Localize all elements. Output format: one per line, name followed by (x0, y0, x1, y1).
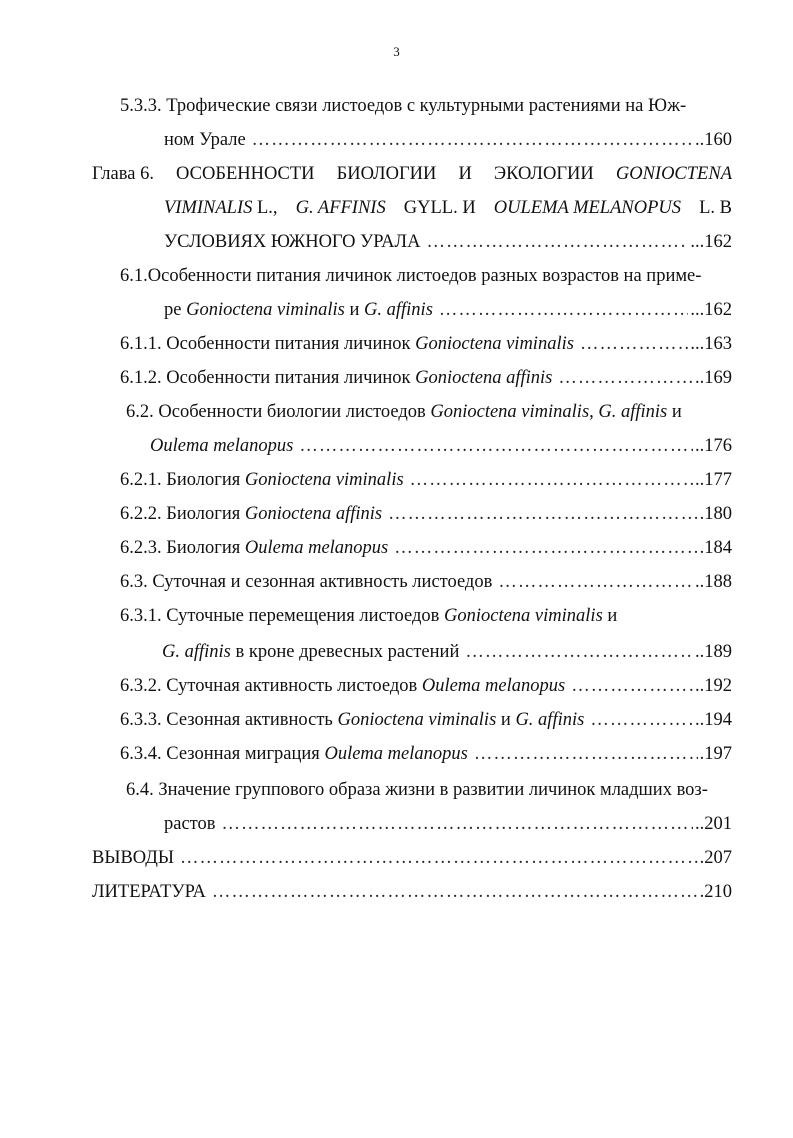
toc-chapter-6-line1: Глава 6. ОСОБЕННОСТИ БИОЛОГИИ И ЭКОЛОГИИ GONIOCTENA (92, 164, 732, 184)
toc-entry-6-4[interactable] (164, 812, 732, 836)
page-ref: ...163 (690, 334, 732, 354)
toc-6-1-line1: 6.1.Особенности питания личинок листоедов разных возрастов на приме- (120, 266, 702, 286)
toc-entry-6-3-2[interactable]: 6.3.2. Суточная активность листоедов Oulema melanopus …………………………………………………………………………………………………………………………………………………………………………… ..192 (120, 674, 732, 698)
toc-entry-6-3[interactable]: 6.3. Суточная и сезонная активность листоедов …………………………………………………………………………………………………………………………………………………………………………… ..188 (120, 570, 732, 594)
leader-dots (474, 742, 698, 766)
toc-entry-5-3-3[interactable] (164, 128, 732, 152)
toc-entry-6-3-1[interactable]: G. affinis в кроне древесных растений …………………………………………………………………………………………………………………………………………………………………………… ..189 (162, 640, 732, 664)
page-ref: ..201 (695, 814, 732, 834)
leader-dots (394, 536, 697, 560)
page-ref: ..189 (695, 642, 732, 662)
leader-dots (222, 812, 694, 836)
toc-entry-conclusions[interactable]: ВЫВОДЫ …………………………………………………………………………………………………………………………………………………………………………… .207 (92, 846, 732, 870)
leader-dots (410, 468, 693, 492)
toc-entry-6-1-1[interactable]: 6.1.1. Особенности питания личинок Gonioctena viminalis …………………………………………………………………………………………………………………………………………………………………………… ...163 (120, 332, 732, 356)
leader-dots (580, 332, 688, 356)
chapter-label: Глава 6. (92, 164, 154, 184)
toc-6-3-1-line1: 6.3.1. Суточные перемещения листоедов Gonioctena viminalis и (120, 606, 618, 626)
toc-entry-6-3-4[interactable]: 6.3.4. Сезонная миграция Oulema melanopus …………………………………………………………………………………………………………………………………………………………………………… .197 (120, 742, 732, 766)
leader-dots (299, 434, 693, 458)
toc-entry-chapter-6[interactable] (164, 230, 732, 254)
leader-dots (426, 230, 688, 254)
leader-dots (388, 502, 698, 526)
toc-entry-6-1[interactable] (164, 298, 732, 322)
toc-entry-6-2-3[interactable]: 6.2.3. Биология Oulema melanopus …………………………………………………………………………………………………………………………………………………………………………… .184 (120, 536, 732, 560)
toc-entry-6-1-2[interactable]: 6.1.2. Особенности питания личинок Gonioctena affinis …………………………………………………………………………………………………………………………………………………………………………… ..169 (120, 366, 732, 390)
page-ref: ..160 (695, 130, 732, 150)
toc-entry-6-3-3[interactable]: 6.3.3. Сезонная активность Gonioctena viminalis и G. affinis …………………………………………………………………………………………………………………………………………………………………………… ..194 (120, 708, 732, 732)
toc-entry-6-2-1[interactable]: 6.2.1. Биология Gonioctena viminalis …………………………………………………………………………………………………………………………………………………………………………… ..177 (120, 468, 732, 492)
page-ref: ..169 (695, 368, 732, 388)
leader-dots (180, 846, 698, 870)
toc-entry-6-2[interactable] (150, 434, 732, 458)
page-number: 3 (393, 44, 400, 59)
toc-6-1-line2: ре Gonioctena viminalis и G. affinis (164, 300, 433, 320)
toc-entry-literature[interactable]: ЛИТЕРАТУРА …………………………………………………………………………………………………………………………………………………………………………… .210 (92, 880, 732, 904)
toc-6-4-line2: растов (164, 814, 216, 834)
page-ref: ..177 (695, 470, 732, 490)
page-ref: ..176 (695, 436, 732, 456)
page-ref: .197 (699, 744, 732, 764)
page-ref: ..188 (695, 572, 732, 592)
leader-dots (465, 640, 693, 664)
page-ref: .180 (699, 504, 732, 524)
toc-6-4-line1: 6.4. Значение группового образа жизни в развитии личинок младших воз- (126, 780, 708, 800)
leader-dots (558, 366, 693, 390)
toc-6-2-line1: 6.2. Особенности биологии листоедов Gonioctena viminalis, G. affinis и (126, 402, 682, 422)
toc-chapter-6-line2: VIMINALIS L., G. AFFINIS GYLL. И OULEMA MELANOPUS L. В (164, 198, 732, 218)
leader-dots (571, 674, 693, 698)
toc-5-3-3-line2: ном Урале (164, 130, 246, 150)
leader-dots (212, 880, 698, 904)
leader-dots (439, 298, 688, 322)
page-ref: .184 (699, 538, 732, 558)
toc-chapter-6-line3: УСЛОВИЯХ ЮЖНОГО УРАЛА (164, 232, 421, 252)
page-ref: ..192 (695, 676, 732, 696)
page-ref: .210 (699, 882, 732, 902)
page-ref: ..194 (695, 710, 732, 730)
toc-entry-6-2-2[interactable]: 6.2.2. Биология Gonioctena affinis …………………………………………………………………………………………………………………………………………………………………………… .180 (120, 502, 732, 526)
leader-dots (590, 708, 693, 732)
leader-dots (498, 570, 693, 594)
toc-6-2-line2: Oulema melanopus (150, 436, 294, 456)
toc-5-3-3-line1: 5.3.3. Трофические связи листоедов с культурными растениями на Юж- (120, 96, 687, 116)
leader-dots (252, 128, 693, 152)
page-ref: ...162 (690, 300, 732, 320)
page-ref: ...162 (690, 232, 732, 252)
page-ref: .207 (699, 848, 732, 868)
